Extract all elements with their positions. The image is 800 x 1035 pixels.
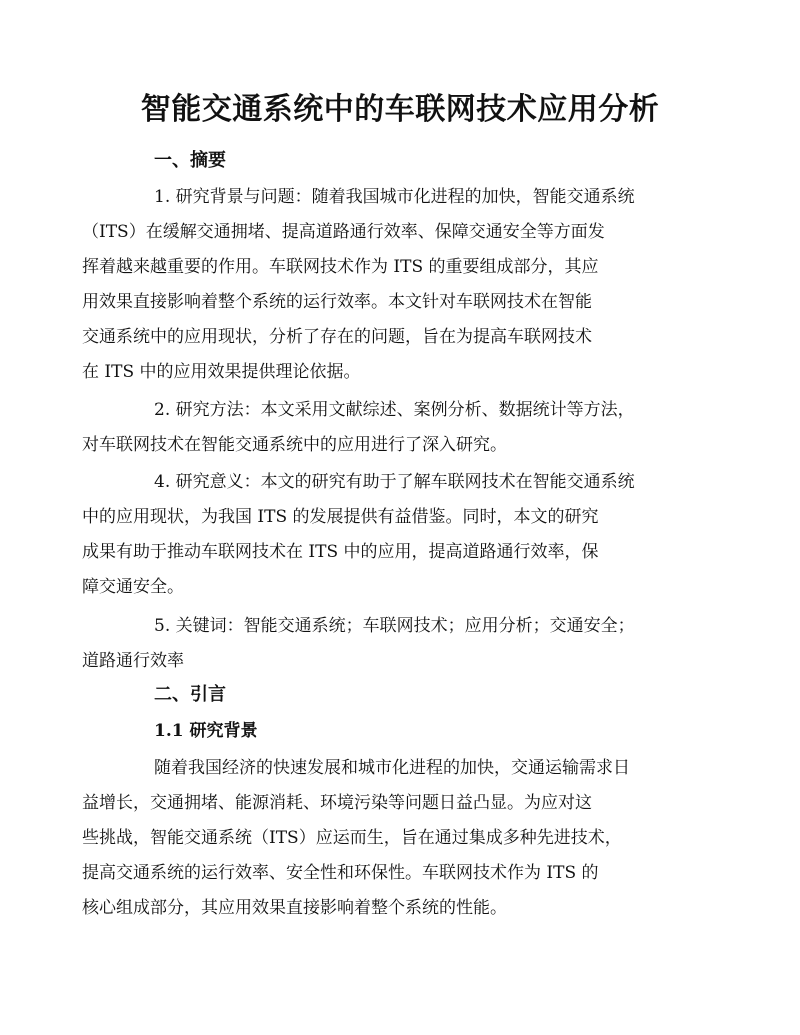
paragraph-line: 2. 研究方法：本文采用文献综述、案例分析、数据统计等方法， — [154, 400, 635, 420]
paragraph-line: 对车联网技术在智能交通系统中的应用进行了深入研究。 — [82, 435, 507, 455]
paragraph-line: 4. 研究意义：本文的研究有助于了解车联网技术在智能交通系统 — [154, 472, 635, 492]
section-heading-introduction: 二、引言 — [154, 684, 226, 705]
subsection-heading-background: 1.1 研究背景 — [154, 721, 258, 741]
paragraph-line: 道路通行效率 — [82, 651, 184, 671]
paragraph-line: 中的应用现状，为我国 ITS 的发展提供有益借鉴。同时，本文的研究 — [82, 507, 599, 527]
paragraph-line: 核心组成部分，其应用效果直接影响着整个系统的性能。 — [82, 898, 507, 918]
paragraph-line: 提高交通系统的运行效率、安全性和环保性。车联网技术作为 ITS 的 — [82, 863, 599, 883]
paragraph-line: 在 ITS 中的应用效果提供理论依据。 — [82, 362, 361, 382]
paragraph-line: 用效果直接影响着整个系统的运行效率。本文针对车联网技术在智能 — [82, 292, 592, 312]
paragraph-line: 障交通安全。 — [82, 577, 184, 597]
paragraph-line: 随着我国经济的快速发展和城市化进程的加快，交通运输需求日 — [154, 758, 630, 778]
paragraph-line: （ITS）在缓解交通拥堵、提高道路通行效率、保障交通安全等方面发 — [82, 222, 605, 242]
document-title: 智能交通系统中的车联网技术应用分析 — [140, 92, 660, 127]
paragraph-line: 些挑战，智能交通系统（ITS）应运而生，旨在通过集成多种先进技术， — [82, 828, 622, 848]
paragraph-line: 益增长，交通拥堵、能源消耗、环境污染等问题日益凸显。为应对这 — [82, 793, 592, 813]
paragraph-line: 成果有助于推动车联网技术在 ITS 中的应用，提高道路通行效率，保 — [82, 542, 599, 562]
abstract-paragraph-methods — [82, 393, 688, 463]
paragraph-line: 1. 研究背景与问题：随着我国城市化进程的加快，智能交通系统 — [154, 187, 635, 207]
abstract-paragraph-background — [82, 180, 688, 390]
paragraph-line: 交通系统中的应用现状，分析了存在的问题，旨在为提高车联网技术 — [82, 327, 592, 347]
abstract-paragraph-significance — [82, 465, 688, 605]
paragraph-line: 5. 关键词：智能交通系统；车联网技术；应用分析；交通安全； — [154, 616, 635, 636]
introduction-paragraph — [82, 751, 688, 926]
section-heading-abstract: 一、摘要 — [154, 150, 226, 171]
abstract-paragraph-keywords — [82, 609, 688, 679]
paragraph-line: 挥着越来越重要的作用。车联网技术作为 ITS 的重要组成部分，其应 — [82, 257, 599, 277]
